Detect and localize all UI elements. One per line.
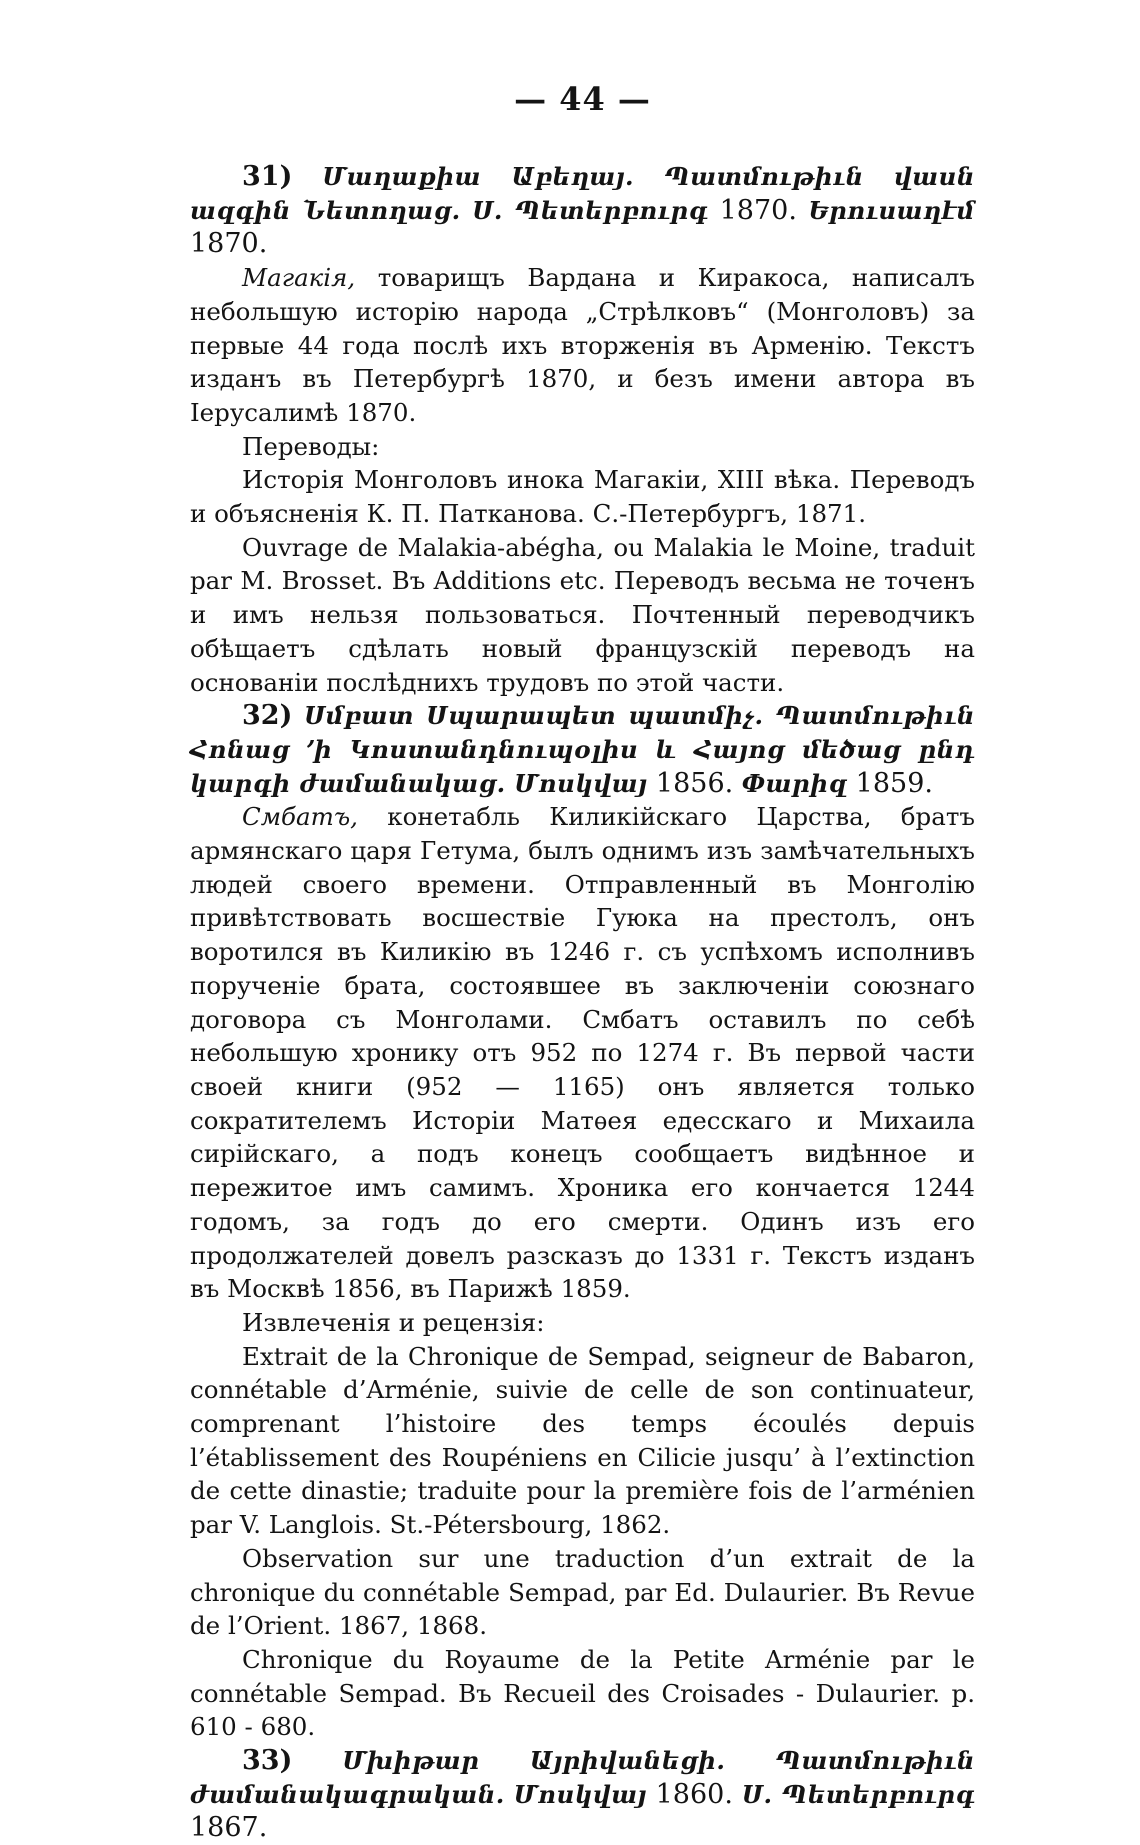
entry-number: 32) — [242, 700, 293, 732]
publication-place-2: Ս. Պետերբուրգ — [741, 1779, 976, 1809]
subheading: Переводы: — [242, 431, 380, 461]
entry-heading — [190, 699, 975, 800]
reference-item: Extrait de la Chronique de Sempad, seigneur de Babaron, connétable d’Arménie, suivie de celle de son continuateur, comprenant l’histoire des temps écoulés depuis l’établissement des Roupéniens en Cilicie jusqu’ à l’extinction de cette dinastie; traduite pour la première fois de l’arménien par V. Langlois. St.-Pétersbourg, 1862. — [190, 1341, 975, 1540]
description-text: товарищъ Вардана и Киракоса, написалъ небольшую исторію народа „Стрѣлковъ“ (Монголовъ) за первые 44 года послѣ ихъ вторженія въ Арменію. Текстъ изданъ въ Петербургѣ 1870, и безъ имени автора въ Іерусалимѣ 1870. — [190, 263, 975, 427]
entry-number: 31) — [242, 161, 293, 192]
entry-31 — [190, 160, 975, 699]
entry-heading — [190, 1744, 975, 1845]
armenian-title: Սմբատ Սպարապետ պատմիչ. Պատմութիւն Հոնաց ՚ի Կոստանդնուպօլիս և Հայոց մեծաց ընդ կարգի ժամանակաց. — [190, 701, 975, 798]
publication-place-1: Մոսկվայ — [513, 1779, 647, 1809]
entry-heading — [190, 160, 975, 261]
author-name: Смбатъ, — [242, 802, 358, 832]
subheading: Извлеченія и рецензія: — [242, 1307, 545, 1337]
publication-place-2: Երուսաղէմ — [808, 195, 975, 225]
entry-32 — [190, 699, 975, 1744]
armenian-title: Մաղաքիա Աբեղայ. Պատմութիւն վասն ազգին Նետողաց. — [190, 162, 975, 225]
page-number: — 44 — — [514, 80, 651, 118]
description-text: конетабль Киликійскаго Царства, братъ армянскаго царя Гетума, былъ однимъ изъ замѣчательныхъ людей своего времени. Отправленный въ Монголію привѣтствовать восшествіе Гуюка на престолъ, онъ воротился въ Киликію въ 1246 г. съ успѣхомъ исполнивъ порученіе брата, состоявшее въ заключеніи союзнаго договора съ Монголами. Смбатъ оставилъ по себѣ небольшую хронику отъ 952 по 1274 г. Въ первой части своей книги (952 — 1165) онъ является только сократителемъ Исторіи Матѳея едесскаго и Михаила сирійскаго, а подъ конецъ сообщаетъ видѣнное и пережитое имъ самимъ. Хроника его кончается 1244 годомъ, за годъ до его смерти. Одинъ изъ его продолжателей довелъ разсказъ до 1331 г. Текстъ изданъ въ Москвѣ 1856, въ Парижѣ 1859. — [190, 802, 975, 1304]
entry-description — [190, 800, 975, 1306]
publication-year-1: 1856. — [655, 767, 734, 799]
publication-year-2: 1867. — [190, 1812, 268, 1844]
entry-33 — [190, 1744, 975, 1845]
publication-place-1: Ս. Պետերբուրգ — [472, 195, 709, 225]
entry-number: 33) — [242, 1745, 293, 1777]
publication-place-1: Մոսկվայ — [514, 768, 648, 798]
publication-year-1: 1870. — [719, 194, 797, 226]
reference-item: Ouvrage de Malakia-abégha, ou Malakia le Moine, traduit par M. Brosset. Въ Additions etc. Переводъ весьма не точенъ и имъ нельзя пользоваться. Почтенный переводчикъ обѣщаетъ сдѣлать новый французскій переводъ на основаніи послѣднихъ трудовъ по этой части. — [190, 532, 975, 697]
reference-item: Observation sur une traduction d’un extrait de la chronique du connétable Sempad, par Ed. Dulaurier. Въ Revue de l’Orient. 1867, 1868. — [190, 1543, 975, 1641]
publication-year-1: 1860. — [655, 1778, 733, 1810]
entry-description — [190, 261, 975, 430]
author-name: Магакія, — [242, 263, 356, 293]
publication-place-2: Փարիզ — [741, 768, 848, 798]
publication-year-2: 1859. — [855, 767, 933, 799]
reference-item: Chronique du Royaume de la Petite Arménie par le connétable Sempad. Въ Recueil des Croisades - Dulaurier. p. 610 - 680. — [190, 1644, 975, 1742]
reference-item: Исторія Монголовъ инока Магакіи, XIII вѣка. Переводъ и объясненія К. П. Патканова. С.-Петербургъ, 1871. — [190, 465, 975, 529]
armenian-title: Մխիթար Այրիվանեցի. Պատմութիւն ժամանակագրական. — [190, 1746, 975, 1809]
publication-year-2: 1870. — [190, 228, 268, 260]
